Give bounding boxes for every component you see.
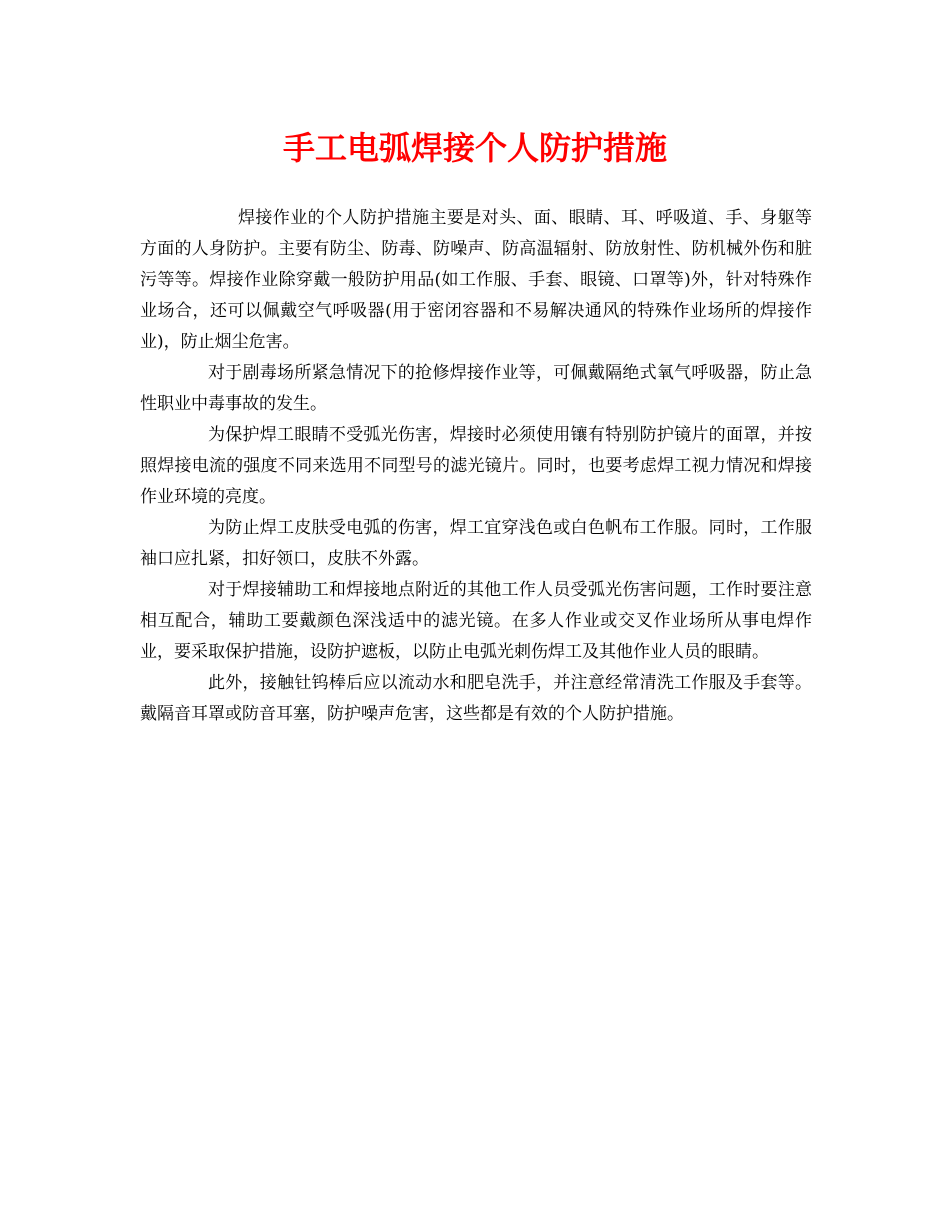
paragraph-5: 对于焊接辅助工和焊接地点附近的其他工作人员受弧光伤害问题，工作时要注意相互配合，辅助工要戴颜色深浅适中的滤光镜。在多人作业或交叉作业场所从事电焊作业，要采取保护措施，设防护遮板，以防止电弧光刺伤焊工及其他作业人员的眼睛。 [140,580,812,662]
paragraph-3: 为保护焊工眼睛不受弧光伤害，焊接时必须使用镶有特别防护镜片的面罩，并按照焊接电流的强度不同来选用不同型号的滤光镜片。同时，也要考虑焊工视力情况和焊接作业环境的亮度。 [140,425,812,507]
paragraph-2: 对于剧毒场所紧急情况下的抢修焊接作业等，可佩戴隔绝式氧气呼吸器，防止急性职业中毒事故的发生。 [140,363,812,414]
document-body [140,203,812,730]
paragraph-1: 焊接作业的个人防护措施主要是对头、面、眼睛、耳、呼吸道、手、身躯等方面的人身防护。主要有防尘、防毒、防噪声、防高温辐射、防放射性、防机械外伤和脏污等等。焊接作业除穿戴一般防护用品(如工作服、手套、眼镜、口罩等)外，针对特殊作业场合，还可以佩戴空气呼吸器(用于密闭容器和不易解决通风的特殊作业场所的焊接作业)，防止烟尘危害。 [140,208,812,352]
document-title: 手工电弧焊接个人防护措施 [282,129,667,167]
paragraph-4: 为防止焊工皮肤受电弧的伤害，焊工宜穿浅色或白色帆布工作服。同时，工作服袖口应扎紧，扣好领口，皮肤不外露。 [140,518,812,569]
paragraph-6: 此外，接触钍钨棒后应以流动水和肥皂洗手，并注意经常清洗工作服及手套等。戴隔音耳罩或防音耳塞，防护噪声危害，这些都是有效的个人防护措施。 [140,673,812,724]
